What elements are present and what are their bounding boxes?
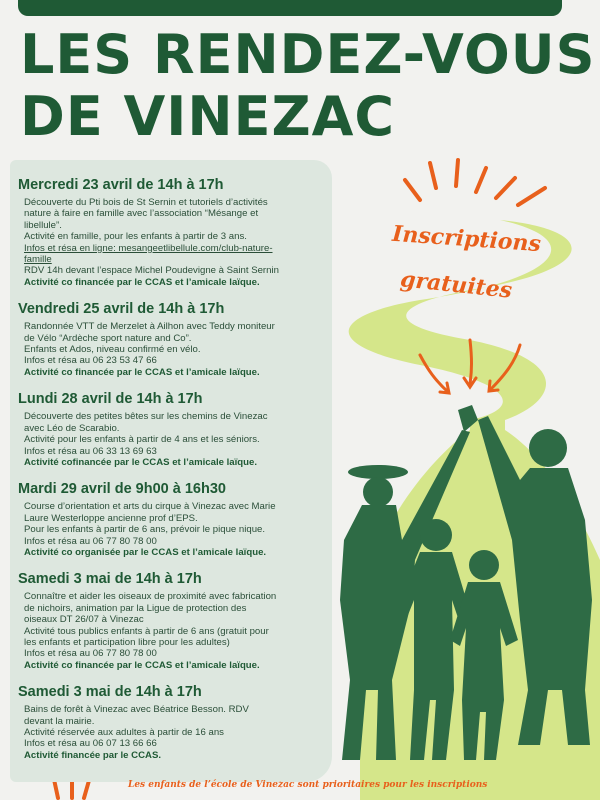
event-date: Vendredi 25 avril de 14h à 17h (18, 301, 225, 318)
event-description: Pour les enfants à partir de 6 ans, prévoir le pique nique. (24, 524, 266, 536)
sun-rays-icon (405, 160, 545, 205)
event-funding: Activité financée par le CCAS. (24, 749, 162, 761)
title-line-2: DE VINEZAC (20, 85, 396, 148)
event-description: Activité en famille, pour les enfants à partir de 3 ans. (24, 231, 247, 243)
event-description: Découverte des petites bêtes sur les chemins de Vinezac (24, 411, 268, 423)
event-description: Découverte du Pti bois de St Sernin et tutoriels d’activités (24, 197, 268, 208)
event-link[interactable]: famille (24, 254, 52, 266)
event-date: Mercredi 23 avril de 14h à 17h (18, 177, 224, 193)
event-description: Enfants et Ados, niveau confirmé en vélo. (24, 344, 201, 356)
event-description: Infos et résa au 06 07 13 66 66 (24, 738, 157, 750)
event-description: Laure Westerloppe ancienne prof d’EPS. (24, 512, 198, 524)
event-item (18, 480, 328, 558)
event-description: Infos et résa au 06 77 80 78 00 (24, 535, 157, 547)
event-description: les enfants et participation libre pour les adultes) (24, 636, 230, 648)
page-title (20, 23, 596, 148)
event-description: nature à faire en famille avec l’association “Mésange et (24, 208, 259, 220)
event-description: avec Léo de Scarabio. (24, 422, 120, 434)
event-item (18, 570, 328, 671)
event-date: Samedi 3 mai de 14h à 17h (18, 684, 202, 701)
event-funding: Activité co organisée par le CCAS et l’amicale laïque. (24, 546, 267, 558)
event-description: Course d’orientation et arts du cirque à Vinezac avec Marie (24, 501, 276, 513)
event-description: oiseaux DT 26/07 à Vinezac (24, 614, 144, 626)
event-item (18, 683, 328, 761)
footer-note: Les enfants de l’école de Vinezac sont prioritaires pour les inscriptions (128, 780, 488, 790)
badge-line-1: Inscriptions (391, 220, 542, 258)
event-description: Randonnée VTT de Merzelet à Ailhon avec Teddy moniteur (24, 321, 275, 333)
event-description: Activité réservée aux adultes à partir de 16 ans (24, 727, 224, 738)
event-description: de nichoirs, animation par la Ligue de protection des (24, 602, 247, 614)
event-description: Activité tous publics enfants à partir de 6 ans (gratuit pour (24, 625, 269, 637)
event-description: Bains de forêt à Vinezac avec Béatrice Besson. RDV (24, 704, 249, 716)
event-description: RDV 14h devant l’espace Michel Poudevigne à Saint Sernin (24, 265, 279, 277)
event-item (18, 176, 328, 288)
event-description: Infos et résa au 06 33 13 69 63 (24, 445, 157, 457)
event-item (18, 300, 328, 378)
events-list (18, 176, 328, 773)
event-description: Infos et résa au 06 23 53 47 66 (24, 355, 157, 367)
event-description: de Vélo “Ardèche sport nature and Co”. (24, 332, 192, 344)
event-description: Infos et résa au 06 77 80 78 00 (24, 648, 157, 660)
event-description: Connaître et aider les oiseaux de proximité avec fabrication (24, 591, 277, 603)
badge-line-2: gratuites (398, 266, 514, 304)
event-date: Samedi 3 mai de 14h à 17h (18, 571, 202, 588)
event-date: Lundi 28 avril de 14h à 17h (18, 391, 203, 408)
event-description: libellule”. (24, 219, 62, 231)
event-description: devant la mairie. (24, 715, 95, 727)
event-funding: Activité co financée par le CCAS et l’amicale laïque. (24, 659, 260, 671)
event-item (18, 390, 328, 468)
event-funding: Activité cofinancée par le CCAS et l’amicale laïque. (24, 456, 257, 468)
title-line-1: LES RENDEZ-VOUS (20, 23, 596, 86)
event-funding: Activité co financée par le CCAS et l’amicale laïque. (24, 366, 260, 378)
event-description: Activité pour les enfants à partir de 4 ans et les séniors. (24, 434, 260, 446)
event-link[interactable]: Infos et résa en ligne: mesangeetlibellule.com/club-nature- (24, 242, 273, 254)
event-funding: Activité co financée par le CCAS et l’amicale laïque. (24, 276, 260, 288)
event-date: Mardi 29 avril de 9h00 à 16h30 (18, 481, 226, 498)
